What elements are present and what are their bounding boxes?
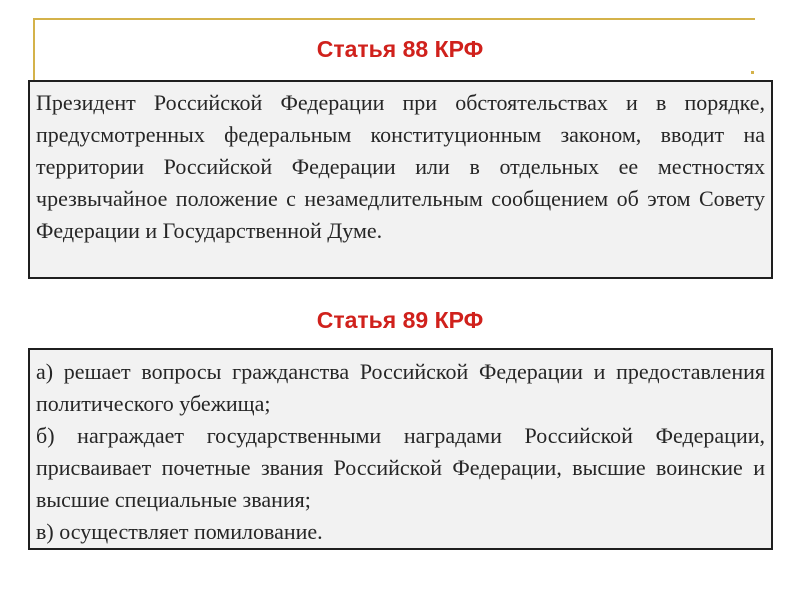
corner-decorative-dot xyxy=(751,71,754,74)
article-89-text-box xyxy=(28,348,773,550)
article-89-item-a: а) решает вопросы гражданства Российской Федерации и предоставления политического убежища; xyxy=(36,359,765,416)
article-89-title: Статья 89 КРФ xyxy=(316,307,484,333)
article-88-text-box xyxy=(28,80,773,279)
article-88-text: Президент Российской Федерации при обстоятельствах и в порядке, предусмотренных федеральным конституционным законом, вводит на территории Российской Федерации или в отдельных ее местностях чрезвычайное положение с незамедлительным сообщением об этом Совету Федерации и Государственной Думе. xyxy=(36,90,765,243)
article-88-title: Статья 88 КРФ xyxy=(316,36,484,62)
article-89-item-c: в) осуществляет помилование. xyxy=(36,519,323,544)
article-89-item-b: б) награждает государственными наградами Российской Федерации, присваивает почетные звания Российской Федерации, высшие воинские и высшие специальные звания; xyxy=(36,423,765,512)
top-decorative-rule xyxy=(33,18,755,20)
